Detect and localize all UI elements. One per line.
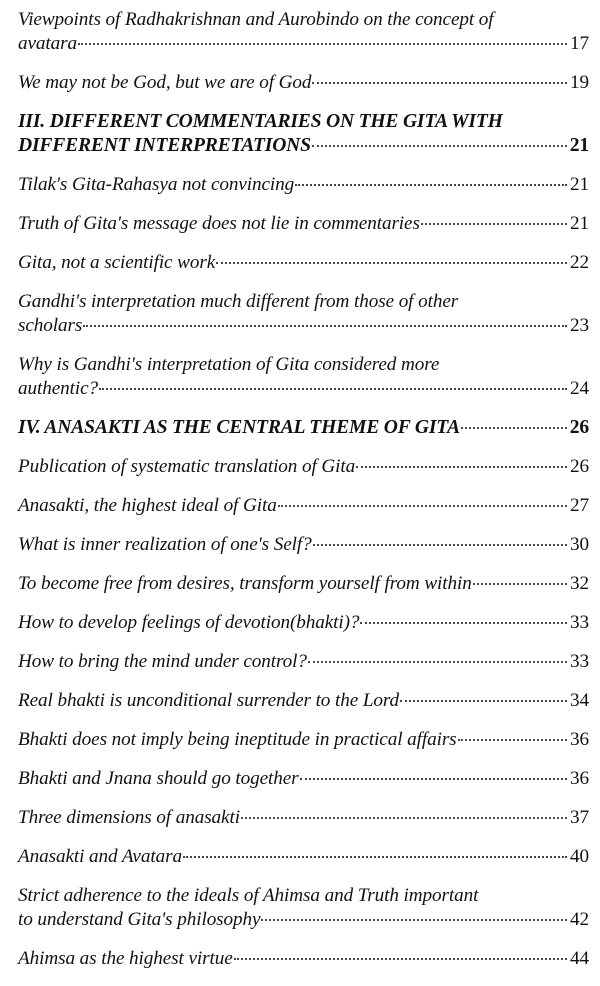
- toc-entry-title-line: Gandhi's interpretation much different from those of other: [18, 291, 459, 312]
- dot-leader: [241, 817, 567, 819]
- toc-page-number: 26: [569, 417, 589, 438]
- toc-entry-title-line: Ahimsa as the highest virtue: [18, 948, 233, 969]
- toc-entry-row: [18, 908, 589, 932]
- toc-entry-title-line: avatara: [18, 33, 77, 54]
- toc-entry-row: [18, 689, 589, 713]
- dot-leader: [312, 145, 567, 147]
- toc-page-number: 22: [570, 252, 589, 273]
- toc-entry-title-line: Gita, not a scientific work: [18, 252, 216, 273]
- toc-entry-title-line: Strict adherence to the ideals of Ahimsa and Truth important: [18, 885, 479, 906]
- dot-leader: [458, 739, 567, 741]
- toc-entry-row: [18, 494, 589, 518]
- toc-entry-title-line: Real bhakti is unconditional surrender to the Lord: [18, 690, 400, 711]
- toc-page-number: 33: [570, 651, 589, 672]
- toc-page-number: 23: [570, 315, 589, 336]
- toc-page-number: 21: [570, 174, 589, 195]
- toc-entry-row: [18, 650, 589, 674]
- toc-entry-title-line: Anasakti and Avatara: [18, 846, 182, 867]
- toc-page-number: 37: [570, 807, 589, 828]
- toc-entry-row: [18, 251, 589, 275]
- toc-page-number: 32: [570, 573, 589, 594]
- toc-entry: [18, 650, 589, 674]
- dot-leader: [261, 919, 567, 921]
- toc-entry: [18, 212, 589, 236]
- toc-entry-title-line: to understand Gita's philosophy: [18, 909, 261, 930]
- toc-entry-title-line: Why is Gandhi's interpretation of Gita considered more: [18, 354, 440, 375]
- toc-entry-title-line: Viewpoints of Radhakrishnan and Aurobindo on the concept of: [18, 9, 494, 30]
- dot-leader: [308, 661, 567, 663]
- toc-entry-title-line: Bhakti does not imply being ineptitude in practical affairs: [18, 729, 457, 750]
- toc-entry: [18, 251, 589, 275]
- toc-page-number: 27: [570, 495, 589, 516]
- toc-entry-title-line: Truth of Gita's message does not lie in commentaries: [18, 213, 420, 234]
- dot-leader: [216, 262, 567, 264]
- toc-entry-row: [18, 806, 589, 830]
- toc-entry-row: [18, 212, 589, 236]
- toc-page-number: 21: [570, 213, 589, 234]
- toc-page-number: 44: [570, 948, 589, 969]
- toc-entry: [18, 290, 589, 338]
- dot-leader: [300, 778, 567, 780]
- toc-entry-row: [18, 173, 589, 197]
- toc-entry-title-line: What is inner realization of one's Self?: [18, 534, 312, 555]
- toc-entry-title-line: III. DIFFERENT COMMENTARIES ON THE GITA WITH: [18, 111, 503, 132]
- dot-leader: [234, 958, 567, 960]
- toc-entry: [18, 71, 589, 95]
- table-of-contents: [18, 8, 589, 986]
- toc-entry: [18, 572, 589, 596]
- toc-entry-row: [18, 314, 589, 338]
- toc-entry-title-line: Tilak's Gita-Rahasya not convincing: [18, 174, 295, 195]
- toc-page-number: 40: [570, 846, 589, 867]
- toc-entry: [18, 8, 589, 56]
- toc-entry: [18, 533, 589, 557]
- toc-entry-row: [18, 32, 589, 56]
- dot-leader: [312, 82, 567, 84]
- toc-page-number: 33: [570, 612, 589, 633]
- dot-leader: [78, 43, 567, 45]
- toc-entry-row: [18, 455, 589, 479]
- dot-leader: [278, 505, 567, 507]
- dot-leader: [400, 700, 567, 702]
- dot-leader: [295, 184, 567, 186]
- toc-page-number: 36: [570, 768, 589, 789]
- toc-entry-row: [18, 611, 589, 635]
- toc-page-number: 24: [570, 378, 589, 399]
- dot-leader: [360, 622, 567, 624]
- toc-page-number: 19: [570, 72, 589, 93]
- toc-page-number: 26: [570, 456, 589, 477]
- toc-section-heading: [18, 110, 589, 158]
- toc-entry-title-line: How to develop feelings of devotion(bhakti)?: [18, 612, 360, 633]
- dot-leader: [99, 388, 567, 390]
- toc-entry-title-line: To become free from desires, transform yourself from within: [18, 573, 472, 594]
- toc-entry-title-line: authentic?: [18, 378, 98, 399]
- toc-entry-row: [18, 947, 589, 971]
- toc-entry-row: [18, 572, 589, 596]
- toc-entry-row: [18, 377, 589, 401]
- toc-entry: [18, 689, 589, 713]
- toc-entry-row: [18, 416, 589, 440]
- toc-page-number: 42: [570, 909, 589, 930]
- toc-entry: [18, 611, 589, 635]
- toc-entry: [18, 494, 589, 518]
- toc-entry: [18, 845, 589, 869]
- toc-page-number: 36: [570, 729, 589, 750]
- toc-entry-row: [18, 845, 589, 869]
- toc-entry-row: [18, 71, 589, 95]
- toc-page-number: 21: [569, 135, 589, 156]
- toc-entry-title-line: IV. ANASAKTI AS THE CENTRAL THEME OF GITA: [18, 417, 460, 438]
- dot-leader: [421, 223, 567, 225]
- toc-entry: [18, 884, 589, 932]
- toc-entry-row: [18, 533, 589, 557]
- dot-leader: [461, 427, 567, 429]
- toc-entry-title-line: Publication of systematic translation of Gita: [18, 456, 356, 477]
- toc-page-number: 30: [570, 534, 589, 555]
- dot-leader: [313, 544, 567, 546]
- toc-page-number: 17: [570, 33, 589, 54]
- toc-entry-title-line: How to bring the mind under control?: [18, 651, 307, 672]
- toc-entry-row: [18, 134, 589, 158]
- dot-leader: [356, 466, 567, 468]
- toc-entry: [18, 806, 589, 830]
- toc-entry: [18, 353, 589, 401]
- toc-entry-row: [18, 767, 589, 791]
- dot-leader: [473, 583, 567, 585]
- toc-entry-title-line: Three dimensions of anasakti: [18, 807, 240, 828]
- toc-entry: [18, 455, 589, 479]
- toc-entry: [18, 728, 589, 752]
- toc-entry: [18, 767, 589, 791]
- toc-entry-title-line: DIFFERENT INTERPRETATIONS: [18, 135, 311, 156]
- toc-section-heading: [18, 416, 589, 440]
- toc-entry-row: [18, 728, 589, 752]
- dot-leader: [83, 325, 567, 327]
- toc-entry-title-line: scholars: [18, 315, 83, 336]
- dot-leader: [183, 856, 567, 858]
- toc-page-number: 34: [570, 690, 589, 711]
- toc-entry-title-line: We may not be God, but we are of God: [18, 72, 312, 93]
- toc-entry-title-line: Bhakti and Jnana should go together: [18, 768, 299, 789]
- toc-entry: [18, 947, 589, 971]
- toc-entry-title-line: Anasakti, the highest ideal of Gita: [18, 495, 277, 516]
- toc-entry: [18, 173, 589, 197]
